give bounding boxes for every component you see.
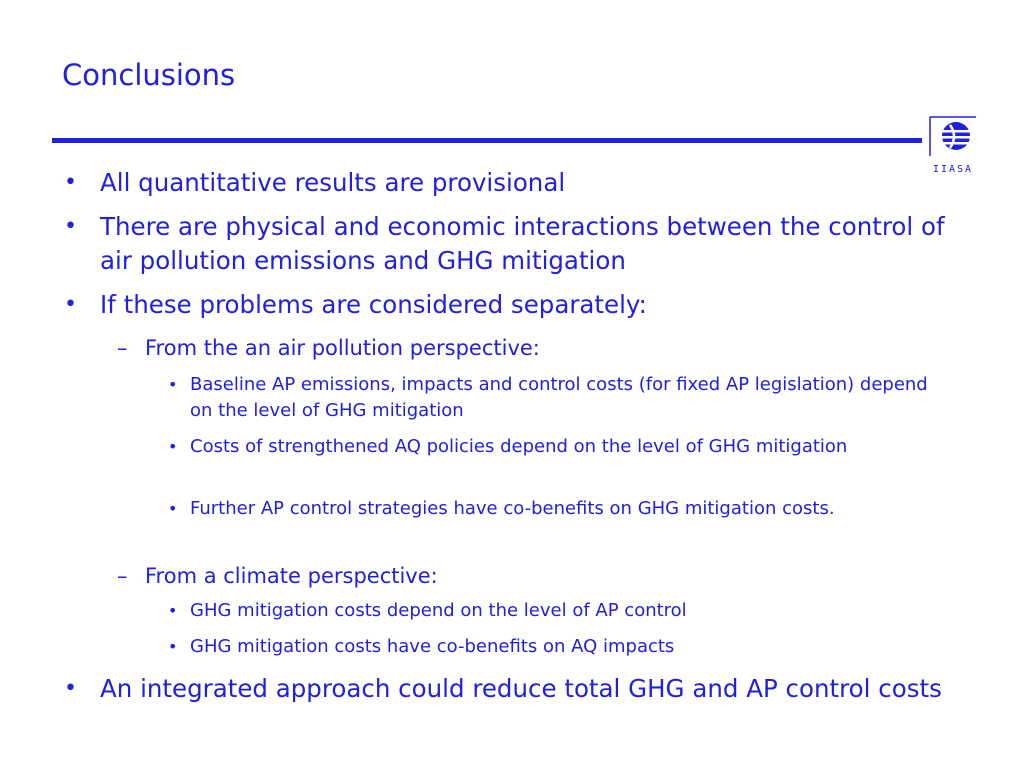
sub-list-item-text: From the an air pollution perspective: — [145, 336, 540, 360]
sub-sub-list-item — [168, 372, 950, 424]
dash-marker: – — [117, 336, 128, 360]
sub-sub-list-item-text: Baseline AP emissions, impacts and control costs (for fixed AP legislation) depend on the level of GHG mitigation — [190, 374, 928, 421]
bullet-marker: • — [64, 676, 77, 701]
sub-sub-list-item-text: Further AP control strategies have co-benefits on GHG mitigation costs. — [190, 498, 835, 519]
dash-marker: – — [117, 564, 128, 588]
bullet-marker: • — [64, 214, 77, 239]
sub-sub-list-item-text: GHG mitigation costs depend on the level of AP control — [190, 600, 687, 621]
slide-title: Conclusions — [62, 58, 236, 92]
list-item — [64, 672, 960, 706]
sub-list-item — [117, 334, 945, 362]
bullet-marker: • — [168, 499, 178, 518]
bullet-marker: • — [168, 437, 178, 456]
bullet-marker: • — [64, 170, 77, 195]
sub-sub-list-item-text: Costs of strengthened AQ policies depend on the level of GHG mitigation — [190, 436, 848, 457]
list-item-text: An integrated approach could reduce total GHG and AP control costs — [100, 674, 942, 703]
sub-list-item — [117, 562, 945, 590]
sub-sub-list-item — [168, 496, 950, 522]
sub-sub-list-item — [168, 434, 950, 460]
sub-sub-list-item — [168, 634, 950, 660]
list-item-text: All quantitative results are provisional — [100, 168, 566, 197]
list-item-text: There are physical and economic interactions between the control of air pollution emissions and GHG mitigation — [100, 212, 945, 275]
bullet-marker: • — [64, 292, 77, 317]
list-item-text: If these problems are considered separately: — [100, 290, 647, 319]
sub-sub-list-item — [168, 598, 950, 624]
list-item — [64, 210, 960, 278]
list-item — [64, 166, 960, 200]
svg-text:IIASA: IIASA — [932, 164, 974, 175]
list-item — [64, 288, 960, 322]
bullet-marker: • — [168, 375, 178, 394]
bullet-marker: • — [168, 637, 178, 656]
sub-list-item-text: From a climate perspective: — [145, 564, 438, 588]
bullet-marker: • — [168, 601, 178, 620]
sub-sub-list-item-text: GHG mitigation costs have co-benefits on AQ impacts — [190, 636, 675, 657]
